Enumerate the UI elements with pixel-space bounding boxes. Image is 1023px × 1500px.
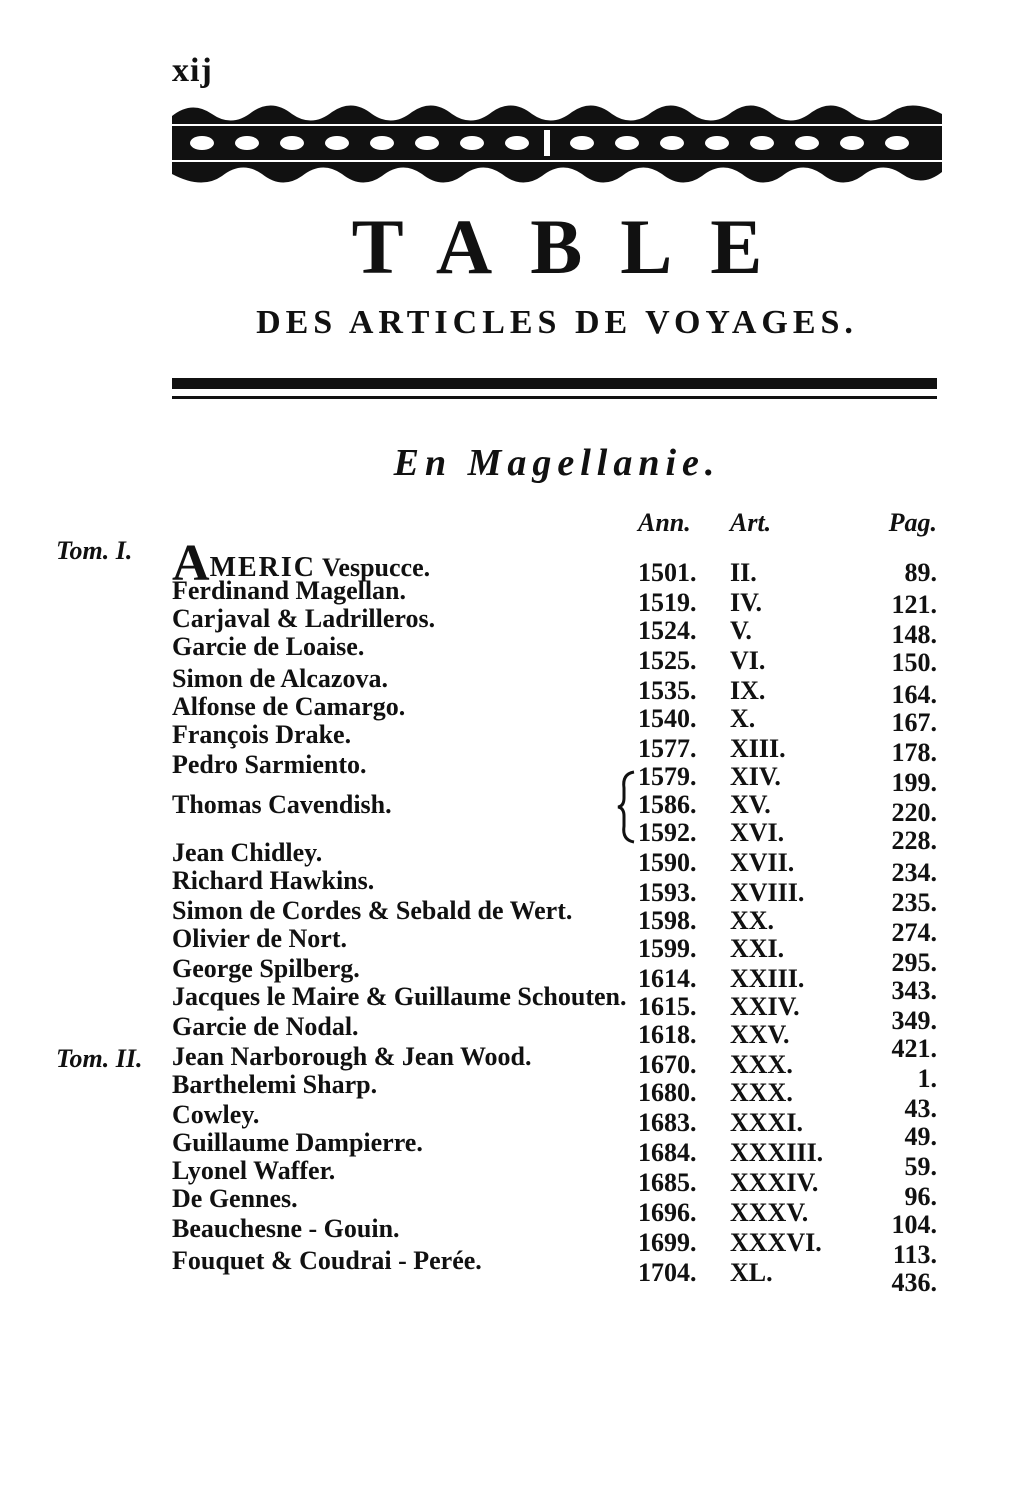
entry-year: 1684. [638,1138,697,1167]
entry-year: 1618. [638,1020,697,1049]
entry-page: 167. [891,708,937,737]
entry-year: 1683. [638,1108,697,1137]
entry-name: Alfonse de Camargo. [172,692,406,721]
entry-page: 96. [904,1182,937,1211]
entry-name-caps: MERIC [209,552,317,583]
section-title: En Magellanie. [393,442,721,484]
entry-name: Simon de Alcazova. [172,664,388,693]
entry-article: XVI. [730,818,785,847]
entry-name: Jean Chidley. [172,838,323,867]
page-subtitle: DES ARTICLES DE VOYAGES. [256,304,858,341]
entry-name: George Spilberg. [172,954,360,983]
entry-year: 1670. [638,1050,697,1079]
entry-page: 121. [891,590,937,619]
entry-year: 1577. [638,734,697,763]
entry-page: 43. [904,1094,937,1123]
drop-cap: A [172,535,210,592]
entry-article: XXXIV. [730,1168,819,1197]
entry-page: 59. [904,1152,937,1181]
entry-article: XX. [730,906,775,935]
entry-article: XVII. [730,848,795,877]
entry-article: XIII. [730,734,786,763]
entry-year: 1524. [638,616,697,645]
entry-year: 1579. [638,762,697,791]
entry-name: Garcie de Nodal. [172,1012,359,1041]
entry-name: Lyonel Waffer. [172,1156,336,1185]
page-title: TABLE [351,203,801,290]
entry-page: 274. [891,918,937,947]
entry-page: 148. [891,620,937,649]
entry-name: Richard Hawkins. [172,866,375,895]
entry-page: 1. [917,1064,937,1093]
brace-icon [616,770,638,844]
entry-page: 113. [892,1240,937,1269]
column-header-page: Pag. [888,508,937,537]
entry-year: 1593. [638,878,697,907]
entry-year: 1598. [638,906,697,935]
entry-article: IV. [730,588,763,617]
entry-year: 1519. [638,588,697,617]
entry-article: X. [730,704,756,733]
entry-page: 49. [904,1122,937,1151]
volume-label: Tom. I. [56,536,133,565]
entry-name: François Drake. [172,720,352,749]
entry-name: Jean Narborough & Jean Wood. [172,1042,532,1071]
entry-page: 343. [891,976,937,1005]
entry-name: Ferdinand Magellan. [172,576,407,605]
entry-page: 436. [891,1268,937,1297]
page-number: xij [172,52,213,89]
entry-article: XV. [730,790,771,819]
entry-page: 164. [891,680,937,709]
entry-page: 104. [891,1210,937,1239]
entry-article: XXX. [730,1050,793,1079]
entry-article: XVIII. [730,878,805,907]
entry-article: XXI. [730,934,785,963]
entry-year: 1525. [638,646,697,675]
entry-name: Guillaume Dampierre. [172,1128,423,1157]
entry-name: De Gennes. [172,1184,298,1213]
entry-page: 228. [891,826,937,855]
entry-name: Simon de Cordes & Sebald de Wert. [172,896,573,925]
entry-article: XXXIII. [730,1138,824,1167]
column-header-article: Art. [730,508,772,537]
entry-article: VI. [730,646,766,675]
entry-year: 1590. [638,848,697,877]
entry-article: XXIV. [730,992,800,1021]
entry-article: XXIII. [730,964,805,993]
entry-page: 235. [891,888,937,917]
title-rule-thin [172,396,937,399]
entry-name: Garcie de Loaise. [172,632,365,661]
entry-year: 1614. [638,964,697,993]
entry-year: 1501. [638,558,697,587]
entry-article: V. [730,616,752,645]
entry-year: 1586. [638,790,697,819]
entry-page: 89. [904,558,937,587]
entry-page: 295. [891,948,937,977]
entry-name: Beauchesne - Gouin. [172,1214,400,1243]
volume-label: Tom. II. [56,1044,143,1073]
entry-name: Barthelemi Sharp. [172,1070,378,1099]
title-rule-thick [172,378,937,389]
entry-year: 1615. [638,992,697,1021]
entry-article: XXX. [730,1078,793,1107]
entry-name: Carjaval & Ladrilleros. [172,604,436,633]
entry-page: 421. [891,1034,937,1063]
entry-page: 199. [891,768,937,797]
column-header-year: Ann. [638,508,691,537]
entry-article: XXV. [730,1020,790,1049]
entry-page: 234. [891,858,937,887]
entry-name: Cowley. [172,1100,260,1129]
entry-year: 1599. [638,934,697,963]
entry-name: Fouquet & Coudrai - Perée. [172,1246,482,1275]
entry-year: 1592. [638,818,697,847]
entry-name: Thomas Cavendish. [172,790,392,819]
entry-page: 220. [891,798,937,827]
entry-year: 1699. [638,1228,697,1257]
entry-year: 1680. [638,1078,697,1107]
entry-page: 150. [891,648,937,677]
entry-article: XXXI. [730,1108,803,1137]
entry-article: XXXV. [730,1198,809,1227]
entry-year: 1685. [638,1168,697,1197]
entry-page: 349. [891,1006,937,1035]
entry-name: Olivier de Nort. [172,924,347,953]
entry-page: 178. [891,738,937,767]
entry-name-rest: Vespucce. [316,553,431,582]
entry-article: XL. [730,1258,773,1287]
entry-year: 1704. [638,1258,697,1287]
entry-article: XIV. [730,762,781,791]
entry-article: IX. [730,676,766,705]
ornamental-headpiece [172,98,942,190]
entry-name: Pedro Sarmiento. [172,750,367,779]
entry-article: II. [730,558,757,587]
entry-year: 1540. [638,704,697,733]
entry-year: 1696. [638,1198,697,1227]
entry-name: Jacques le Maire & Guillaume Schouten. [172,982,627,1011]
entry-year: 1535. [638,676,697,705]
entry-article: XXXVI. [730,1228,822,1257]
